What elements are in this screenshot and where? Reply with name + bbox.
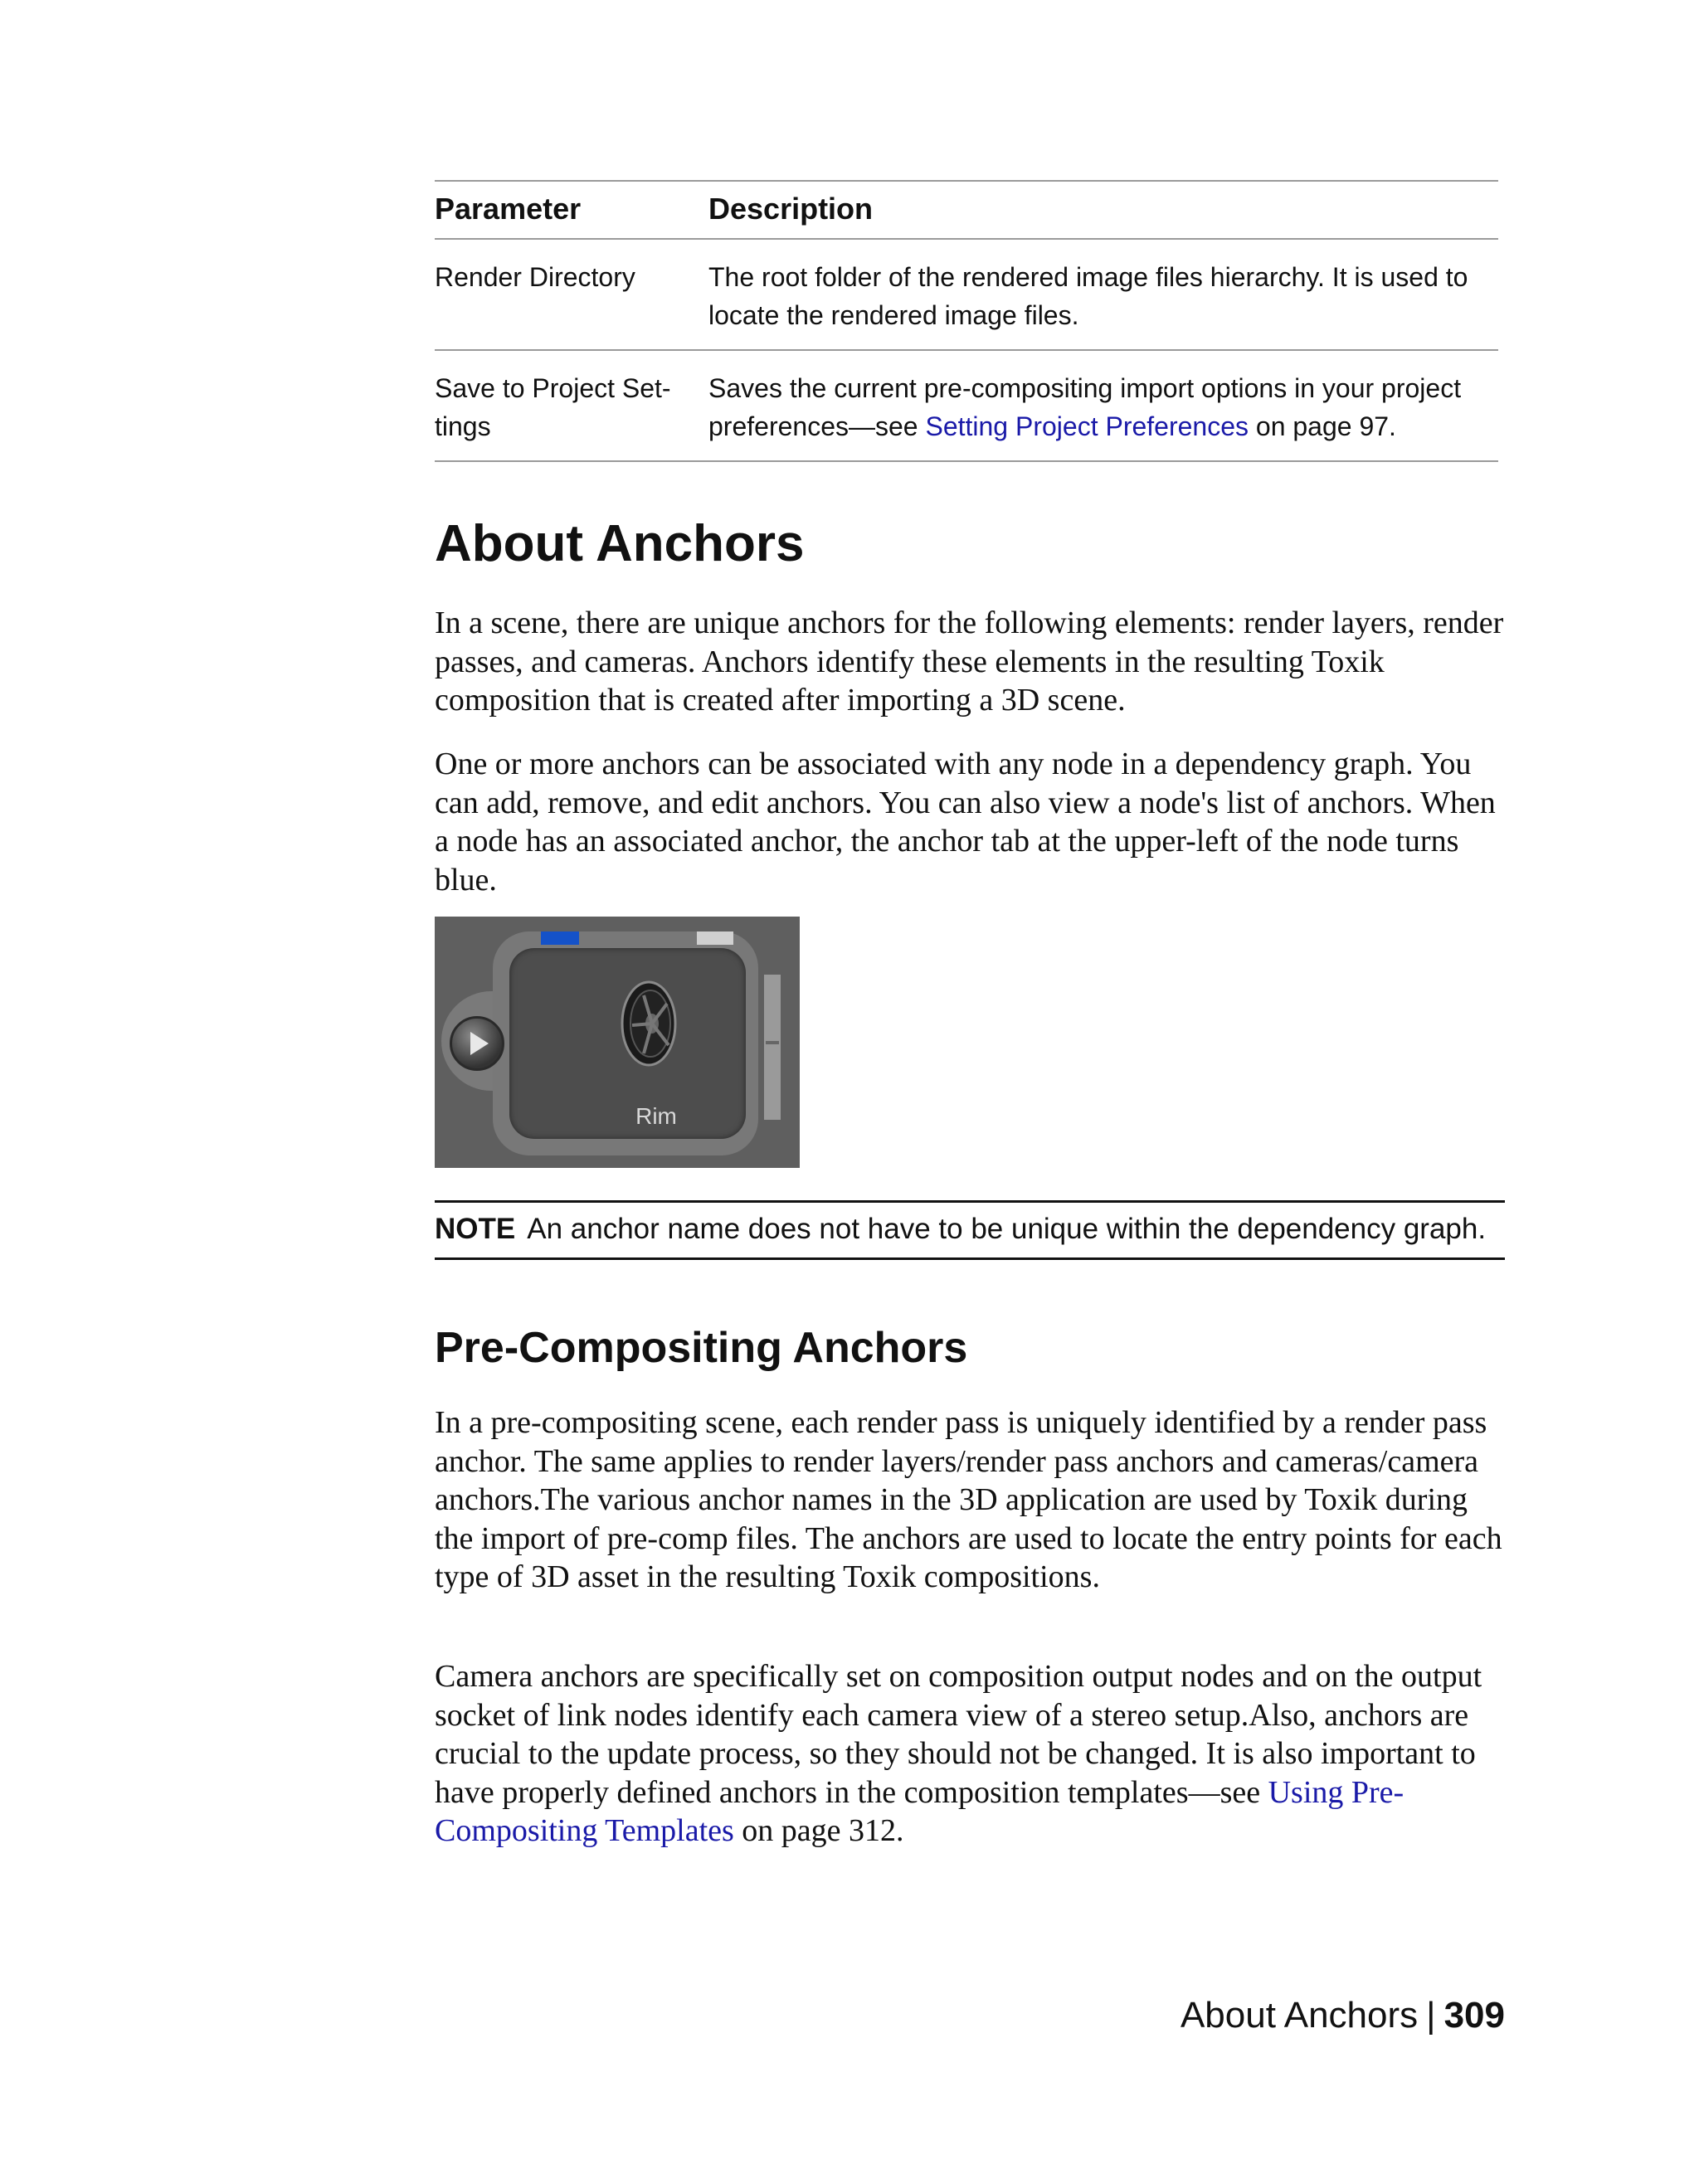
page-footer — [1181, 1995, 1505, 2036]
paragraph — [435, 1657, 1513, 1851]
table-header-description: Description — [708, 181, 1498, 239]
using-pre-compositing-templates-link[interactable]: Using Pre-Compositing Templates — [435, 1774, 1404, 1848]
setting-project-preferences-link[interactable]: Setting Project Preferences — [925, 411, 1249, 441]
paragraph: In a scene, there are unique anchors for the following elements: render layers, render passes, and cameras. Anchors identify these elements in the resulting Toxik composition that is created after importing a 3D scene. — [435, 606, 1504, 717]
note-text: An anchor name does not have to be unique within the dependency graph. — [527, 1213, 1487, 1245]
footer-section-name: About Anchors — [1180, 1995, 1419, 2036]
node-figure — [435, 917, 800, 1168]
wheel-rim-icon — [619, 979, 679, 1068]
anchor-tab — [541, 931, 579, 945]
paragraph: One or more anchors can be associated with any node in a dependency graph. You can add, remove, and edit anchors. You can also view a node's list of anchors. When a node has an associated anchor, the anchor tab at the upper-left of the node turns blue. — [435, 747, 1496, 897]
table-cell-parameter: Save to Project Set- tings — [435, 350, 708, 461]
output-socket-divider — [766, 1041, 779, 1044]
table-header-row — [435, 181, 1498, 239]
parameter-table — [435, 180, 1498, 462]
table-cell-parameter: Render Directory — [435, 239, 708, 350]
table-header-parameter: Parameter — [435, 181, 708, 239]
table-cell-description: The root folder of the rendered image files hierarchy. It is used to locate the rendered image files. — [708, 239, 1498, 350]
note-box — [435, 1200, 1505, 1260]
node-label: Rim — [635, 1103, 677, 1129]
section-title: About Anchors — [435, 515, 805, 572]
paragraph: In a pre-compositing scene, each render pass is uniquely identified by a render pass anchor. The same applies to render layers/render pass anchors and cameras/camera anchors.The various anchor names in the 3D application are used by Toxik during the import of pre-comp files. The anchors are used to locate the entry points for each type of 3D asset in the resulting Toxik compositions. — [435, 1405, 1502, 1594]
description-text: on page 97. — [1249, 411, 1396, 441]
node-tab — [697, 931, 733, 945]
play-icon — [450, 1016, 504, 1071]
output-socket — [764, 975, 781, 1120]
table-cell-description — [708, 350, 1498, 461]
note-label: NOTE — [435, 1213, 516, 1245]
paragraph-text: Camera anchors are specifically set on composition output nodes and on the output socket of link nodes identify each camera view of a stereo setup.Also, anchors are crucial to the update process, so they should not be changed. It is also important to have properly defined anchors in the composition templates—see — [435, 1659, 1482, 1810]
table-row — [435, 239, 1498, 350]
paragraph-text: on page 312. — [733, 1813, 904, 1848]
table-row — [435, 350, 1498, 461]
footer-separator: | — [1426, 1995, 1436, 2036]
page-number: 309 — [1443, 1995, 1505, 2036]
subsection-title: Pre-Compositing Anchors — [435, 1324, 968, 1372]
description-text: Saves the current pre-compositing import options in your project preferences—see — [708, 373, 1462, 441]
